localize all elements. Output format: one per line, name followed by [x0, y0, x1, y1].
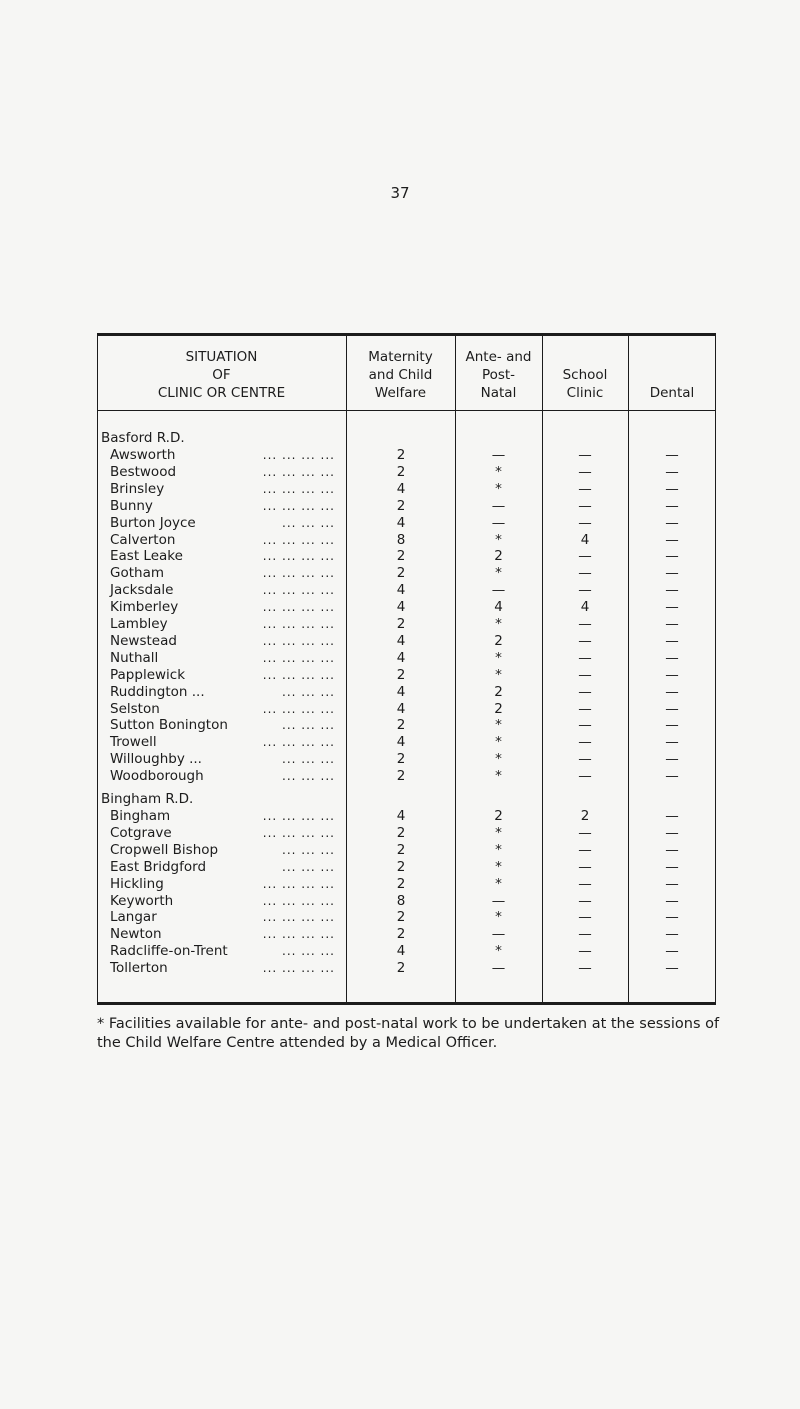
dental-cell: —: [665, 548, 679, 565]
school-clinic-cell: 2: [580, 808, 590, 824]
school-clinic-cell: —: [578, 683, 592, 700]
school-clinic-cell: —: [578, 649, 592, 666]
clinic-name: Nuthall: [110, 649, 159, 666]
school-clinic-cell: —: [578, 582, 592, 599]
clinic-name: Lambley: [110, 616, 168, 632]
header-school-clinic: School Clinic: [562, 367, 608, 401]
section-title: Basford R.D.: [101, 430, 185, 446]
school-clinic-cell: 4: [580, 531, 590, 548]
dental-cell: —: [665, 892, 679, 909]
antenatal-cell: 4: [494, 599, 503, 616]
dental-cell: —: [665, 514, 679, 531]
school-clinic-cell: —: [578, 463, 592, 480]
maternity-cell: 2: [396, 909, 406, 926]
clinic-name: Radcliffe-on-Trent: [110, 943, 228, 960]
leader-dots: ... ... ... ...: [262, 667, 335, 682]
dental-cell: —: [665, 909, 679, 926]
leader-dots: ... ... ... ...: [262, 481, 335, 496]
maternity-cell: 2: [396, 717, 406, 734]
school-clinic-cell: —: [578, 700, 592, 717]
table-row: [97, 701, 716, 717]
clinic-name: Sutton Bonington: [110, 717, 228, 734]
dental-cell: —: [665, 632, 679, 649]
leader-dots: ... ... ... ...: [262, 498, 335, 513]
footnote: * Facilities available for ante- and post-natal work to be undertaken at the sessions of the Child Welfare Centre attended by a Medical Officer.: [97, 1016, 720, 1051]
dental-cell: —: [665, 768, 679, 785]
antenatal-cell: —: [491, 926, 506, 943]
leader-dots: ... ... ...: [282, 718, 335, 733]
clinic-name: Newstead: [110, 632, 177, 649]
dental-cell: —: [665, 616, 679, 632]
dental-cell: —: [665, 582, 679, 599]
dental-cell: —: [665, 447, 679, 463]
table-row: [97, 582, 716, 598]
school-clinic-cell: —: [578, 926, 592, 943]
school-clinic-cell: —: [578, 616, 592, 632]
dental-cell: —: [665, 480, 679, 497]
table-row: [97, 768, 716, 784]
clinic-name: Kimberley: [110, 599, 179, 616]
table-row: [97, 859, 716, 875]
table-row: [97, 684, 716, 700]
header-maternity: Maternity and Child Welfare: [368, 349, 433, 401]
table-row: [97, 548, 716, 564]
maternity-cell: 2: [396, 463, 406, 480]
antenatal-cell: 2: [494, 548, 503, 565]
leader-dots: ... ... ... ...: [262, 735, 335, 750]
maternity-cell: 2: [396, 616, 406, 632]
leader-dots: ... ... ... ...: [262, 961, 335, 976]
antenatal-cell: *: [495, 768, 502, 785]
antenatal-cell: —: [491, 960, 506, 977]
clinic-name: Cropwell Bishop: [110, 841, 219, 858]
school-clinic-cell: —: [578, 841, 592, 858]
maternity-cell: 4: [396, 734, 406, 751]
maternity-cell: 2: [396, 497, 406, 514]
antenatal-cell: *: [495, 943, 502, 960]
school-clinic-cell: —: [578, 548, 592, 565]
clinic-name: Jacksdale: [110, 582, 174, 599]
school-clinic-cell: —: [578, 632, 592, 649]
leader-dots: ... ... ... ...: [262, 809, 335, 823]
maternity-cell: 8: [396, 531, 406, 548]
header-situation: SITUATION OF CLINIC OR CENTRE: [157, 349, 286, 401]
antenatal-cell: *: [495, 909, 502, 926]
leader-dots: ... ... ...: [282, 944, 335, 959]
clinic-name: Keyworth: [110, 892, 174, 909]
dental-cell: —: [665, 734, 679, 751]
dental-cell: —: [665, 666, 679, 683]
maternity-cell: 4: [396, 808, 406, 824]
maternity-cell: 4: [396, 943, 406, 960]
antenatal-cell: *: [495, 824, 502, 841]
maternity-cell: 2: [396, 666, 406, 683]
antenatal-cell: *: [495, 666, 502, 683]
page-number: 37: [390, 184, 410, 202]
leader-dots: ... ... ... ...: [262, 893, 335, 908]
antenatal-cell: *: [495, 616, 502, 632]
antenatal-cell: *: [495, 751, 502, 768]
dental-cell: —: [665, 943, 679, 960]
table-row: [97, 808, 716, 824]
antenatal-cell: —: [491, 892, 506, 909]
maternity-cell: 2: [396, 875, 406, 892]
dental-cell: —: [665, 841, 679, 858]
dental-cell: —: [665, 700, 679, 717]
maternity-cell: 2: [396, 751, 406, 768]
antenatal-cell: 2: [494, 632, 503, 649]
maternity-cell: 4: [396, 514, 406, 531]
table-row: [97, 893, 716, 909]
table-row: [97, 599, 716, 615]
clinic-name: East Leake: [110, 548, 183, 565]
school-clinic-cell: 4: [580, 599, 590, 616]
clinic-name: Newton: [110, 926, 162, 943]
school-clinic-cell: —: [578, 666, 592, 683]
clinic-name: East Bridgford: [110, 858, 207, 875]
clinic-name: Burton Joyce: [110, 514, 196, 531]
clinic-name: Tollerton: [110, 960, 168, 977]
maternity-cell: 4: [396, 599, 406, 616]
table-row: [97, 734, 716, 750]
clinic-name: Trowell: [110, 734, 157, 751]
leader-dots: ... ... ... ...: [262, 633, 335, 648]
leader-dots: ... ... ... ...: [262, 566, 335, 581]
leader-dots: ... ... ... ...: [262, 825, 335, 840]
maternity-cell: 4: [396, 480, 406, 497]
leader-dots: ... ... ...: [282, 515, 335, 530]
leader-dots: ... ... ... ...: [262, 876, 335, 891]
dental-cell: —: [665, 531, 679, 548]
table-row: [97, 532, 716, 548]
header-dental: Dental: [649, 385, 695, 401]
antenatal-cell: —: [491, 497, 506, 514]
clinic-name: Gotham: [110, 565, 164, 582]
header-divider: [97, 410, 716, 411]
leader-dots: ... ... ...: [282, 752, 335, 767]
clinic-name: Awsworth: [110, 447, 176, 463]
school-clinic-cell: —: [578, 734, 592, 751]
school-clinic-cell: —: [578, 447, 592, 463]
dental-cell: —: [665, 463, 679, 480]
table-row: [97, 876, 716, 892]
table-row: [97, 616, 716, 632]
dental-cell: —: [665, 926, 679, 943]
antenatal-cell: *: [495, 717, 502, 734]
maternity-cell: 2: [396, 858, 406, 875]
leader-dots: ... ... ...: [282, 859, 335, 874]
school-clinic-cell: —: [578, 497, 592, 514]
school-clinic-cell: —: [578, 943, 592, 960]
antenatal-cell: 2: [494, 700, 503, 717]
section-title: Bingham R.D.: [101, 791, 194, 807]
table-row: [97, 633, 716, 649]
table-row: [97, 481, 716, 497]
dental-cell: —: [665, 751, 679, 768]
antenatal-cell: —: [491, 447, 506, 463]
table-row: [97, 943, 716, 959]
maternity-cell: 4: [396, 632, 406, 649]
leader-dots: ... ... ... ...: [262, 910, 335, 925]
leader-dots: ... ... ... ...: [262, 464, 335, 479]
table-row: [97, 909, 716, 925]
antenatal-cell: 2: [494, 683, 503, 700]
maternity-cell: 2: [396, 447, 406, 463]
maternity-cell: 4: [396, 582, 406, 599]
leader-dots: ... ... ... ...: [262, 650, 335, 665]
leader-dots: ... ... ... ...: [262, 600, 335, 615]
dental-cell: —: [665, 717, 679, 734]
leader-dots: ... ... ... ...: [262, 617, 335, 631]
maternity-cell: 2: [396, 548, 406, 565]
dental-cell: —: [665, 683, 679, 700]
dental-cell: —: [665, 858, 679, 875]
antenatal-cell: *: [495, 875, 502, 892]
school-clinic-cell: —: [578, 824, 592, 841]
clinic-name: Cotgrave: [110, 824, 172, 841]
table-row: [97, 717, 716, 733]
table-row: [97, 498, 716, 514]
leader-dots: ... ... ... ...: [262, 927, 335, 942]
clinic-name: Woodborough: [110, 768, 204, 785]
antenatal-cell: *: [495, 734, 502, 751]
clinic-name: Willoughby ...: [110, 751, 202, 768]
maternity-cell: 2: [396, 841, 406, 858]
table-row: [97, 926, 716, 942]
maternity-cell: 4: [396, 700, 406, 717]
dental-cell: —: [665, 875, 679, 892]
dental-cell: —: [665, 824, 679, 841]
maternity-cell: 2: [396, 824, 406, 841]
antenatal-cell: *: [495, 565, 502, 582]
clinic-name: Papplewick: [110, 666, 186, 683]
clinic-name: Bunny: [110, 497, 153, 514]
leader-dots: ... ... ...: [282, 769, 335, 784]
clinic-name: Langar: [110, 909, 157, 926]
clinic-name: Hickling: [110, 875, 164, 892]
antenatal-cell: *: [495, 463, 502, 480]
leader-dots: ... ... ... ...: [262, 549, 335, 564]
school-clinic-cell: —: [578, 960, 592, 977]
clinic-name: Selston: [110, 700, 160, 717]
school-clinic-cell: —: [578, 480, 592, 497]
dental-cell: —: [665, 599, 679, 616]
school-clinic-cell: —: [578, 565, 592, 582]
table-row: [97, 650, 716, 666]
school-clinic-cell: —: [578, 858, 592, 875]
antenatal-cell: *: [495, 649, 502, 666]
maternity-cell: 2: [396, 926, 406, 943]
school-clinic-cell: —: [578, 751, 592, 768]
leader-dots: ... ... ...: [282, 684, 335, 699]
antenatal-cell: *: [495, 858, 502, 875]
school-clinic-cell: —: [578, 768, 592, 785]
header-antenatal: Ante- and Post- Natal: [465, 349, 532, 401]
maternity-cell: 8: [396, 892, 406, 909]
dental-cell: —: [665, 497, 679, 514]
table-row: [97, 960, 716, 976]
clinic-name: Ruddington ...: [110, 683, 205, 700]
table-row: [97, 565, 716, 581]
school-clinic-cell: —: [578, 514, 592, 531]
table-row: [97, 825, 716, 841]
table-row: [97, 447, 716, 463]
leader-dots: ... ... ... ...: [262, 448, 335, 462]
dental-cell: —: [665, 808, 679, 824]
table-row: [97, 751, 716, 767]
clinic-name: Bingham: [110, 808, 171, 824]
antenatal-cell: —: [491, 514, 506, 531]
clinics-table: [97, 333, 716, 1005]
maternity-cell: 4: [396, 683, 406, 700]
dental-cell: —: [665, 565, 679, 582]
maternity-cell: 4: [396, 649, 406, 666]
dental-cell: —: [665, 960, 679, 977]
school-clinic-cell: —: [578, 717, 592, 734]
antenatal-cell: 2: [494, 808, 503, 824]
antenatal-cell: *: [495, 841, 502, 858]
leader-dots: ... ... ...: [282, 842, 335, 857]
leader-dots: ... ... ... ...: [262, 701, 335, 716]
table-row: [97, 515, 716, 531]
dental-cell: —: [665, 649, 679, 666]
antenatal-cell: *: [495, 480, 502, 497]
leader-dots: ... ... ... ...: [262, 583, 335, 598]
maternity-cell: 2: [396, 565, 406, 582]
leader-dots: ... ... ... ...: [262, 532, 335, 547]
clinic-name: Brinsley: [110, 480, 165, 497]
maternity-cell: 2: [396, 960, 406, 977]
antenatal-cell: *: [495, 531, 502, 548]
table-row: [97, 842, 716, 858]
school-clinic-cell: —: [578, 892, 592, 909]
clinic-name: Calverton: [110, 531, 176, 548]
antenatal-cell: —: [491, 582, 506, 599]
table-row: [97, 667, 716, 683]
school-clinic-cell: —: [578, 909, 592, 926]
clinic-name: Bestwood: [110, 463, 177, 480]
table-row: [97, 464, 716, 480]
maternity-cell: 2: [396, 768, 406, 785]
school-clinic-cell: —: [578, 875, 592, 892]
